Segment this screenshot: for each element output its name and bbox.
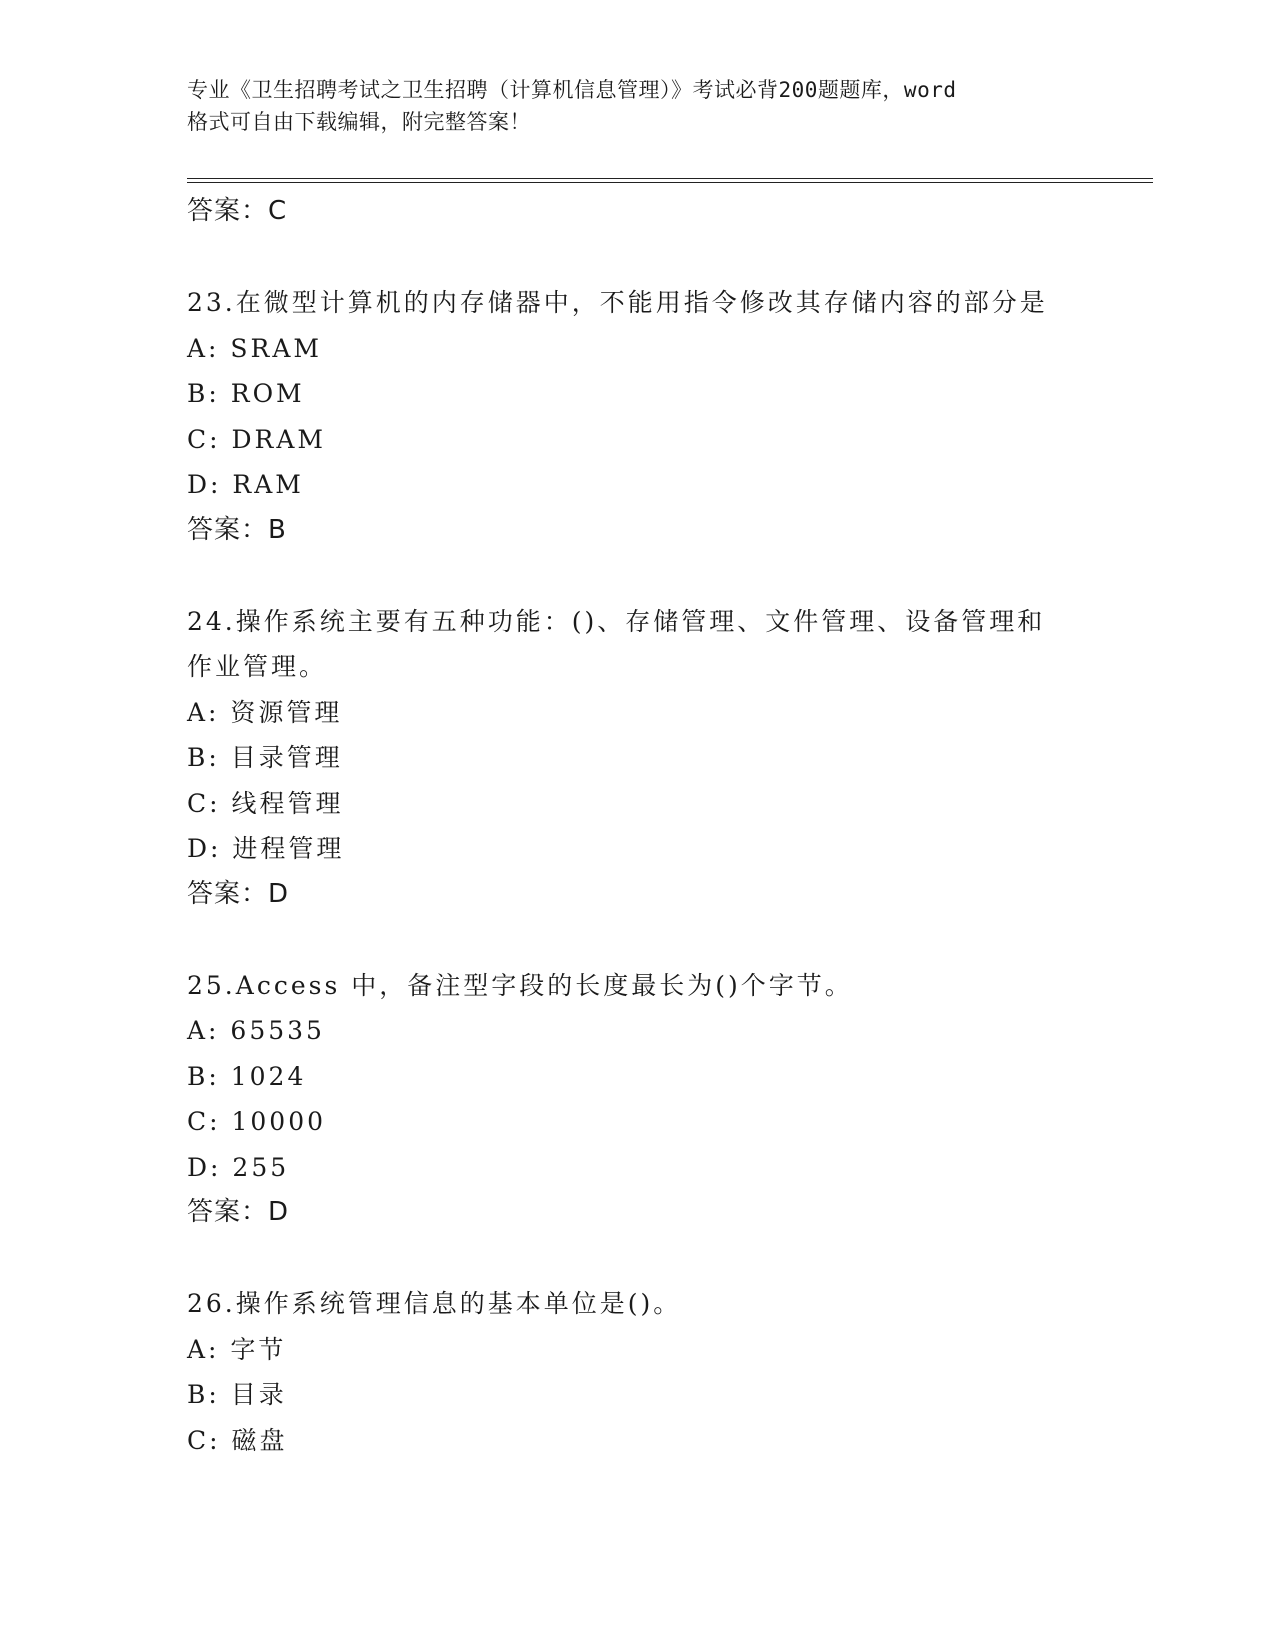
header-divider-top: [187, 178, 1153, 179]
option-b: B: 1024: [187, 1061, 307, 1091]
option-c: C: DRAM: [187, 424, 327, 454]
option-a: A: SRAM: [187, 333, 323, 363]
header-divider-bottom: [187, 182, 1153, 183]
spacer: [187, 917, 1087, 963]
question-stem-line-1: 24.操作系统主要有五种功能：()、存储管理、文件管理、设备管理和: [187, 606, 1046, 636]
question-stem: 25.Access 中，备注型字段的长度最长为()个字节。: [187, 970, 853, 1000]
answer-line: 答案：D: [187, 878, 290, 909]
answer-line: 答案：B: [187, 514, 287, 545]
option-a: A: 资源管理: [187, 697, 343, 727]
spacer: [187, 235, 1087, 281]
option-b: B: ROM: [187, 379, 305, 408]
question-stem: 26.操作系统管理信息的基本单位是()。: [187, 1289, 682, 1318]
answer-line: 答案：D: [187, 1197, 290, 1227]
question-list: [187, 189, 1087, 1463]
option-c: C: 线程管理: [187, 788, 344, 818]
option-c: C: 10000: [187, 1107, 327, 1136]
option-b: B: 目录管理: [187, 743, 343, 772]
question-26: [187, 1281, 1087, 1463]
question-23: [187, 280, 1087, 553]
question-25: [187, 963, 1087, 1236]
question-stem: 23.在微型计算机的内存储器中，不能用指令修改其存储内容的部分是: [187, 288, 1048, 317]
header-line-1: 专业《卫生招聘考试之卫生招聘（计算机信息管理）》考试必背200题题库，word: [187, 78, 957, 102]
header-line-2: 格式可自由下载编辑，附完整答案！: [187, 110, 531, 134]
spacer: [187, 1236, 1087, 1282]
option-d: D: 进程管理: [187, 834, 345, 863]
option-a: A: 65535: [187, 1016, 325, 1045]
option-b: B: 目录: [187, 1380, 287, 1409]
answer-line: 答案：C: [187, 196, 288, 226]
option-a: A: 字节: [187, 1334, 287, 1364]
document-header: [187, 74, 1087, 138]
question-24: [187, 599, 1087, 918]
spacer: [187, 553, 1087, 599]
option-c: C: 磁盘: [187, 1425, 288, 1455]
option-d: D: RAM: [187, 470, 304, 499]
option-d: D: 255: [187, 1152, 290, 1182]
question-stem-line-2: 作业管理。: [187, 652, 328, 681]
